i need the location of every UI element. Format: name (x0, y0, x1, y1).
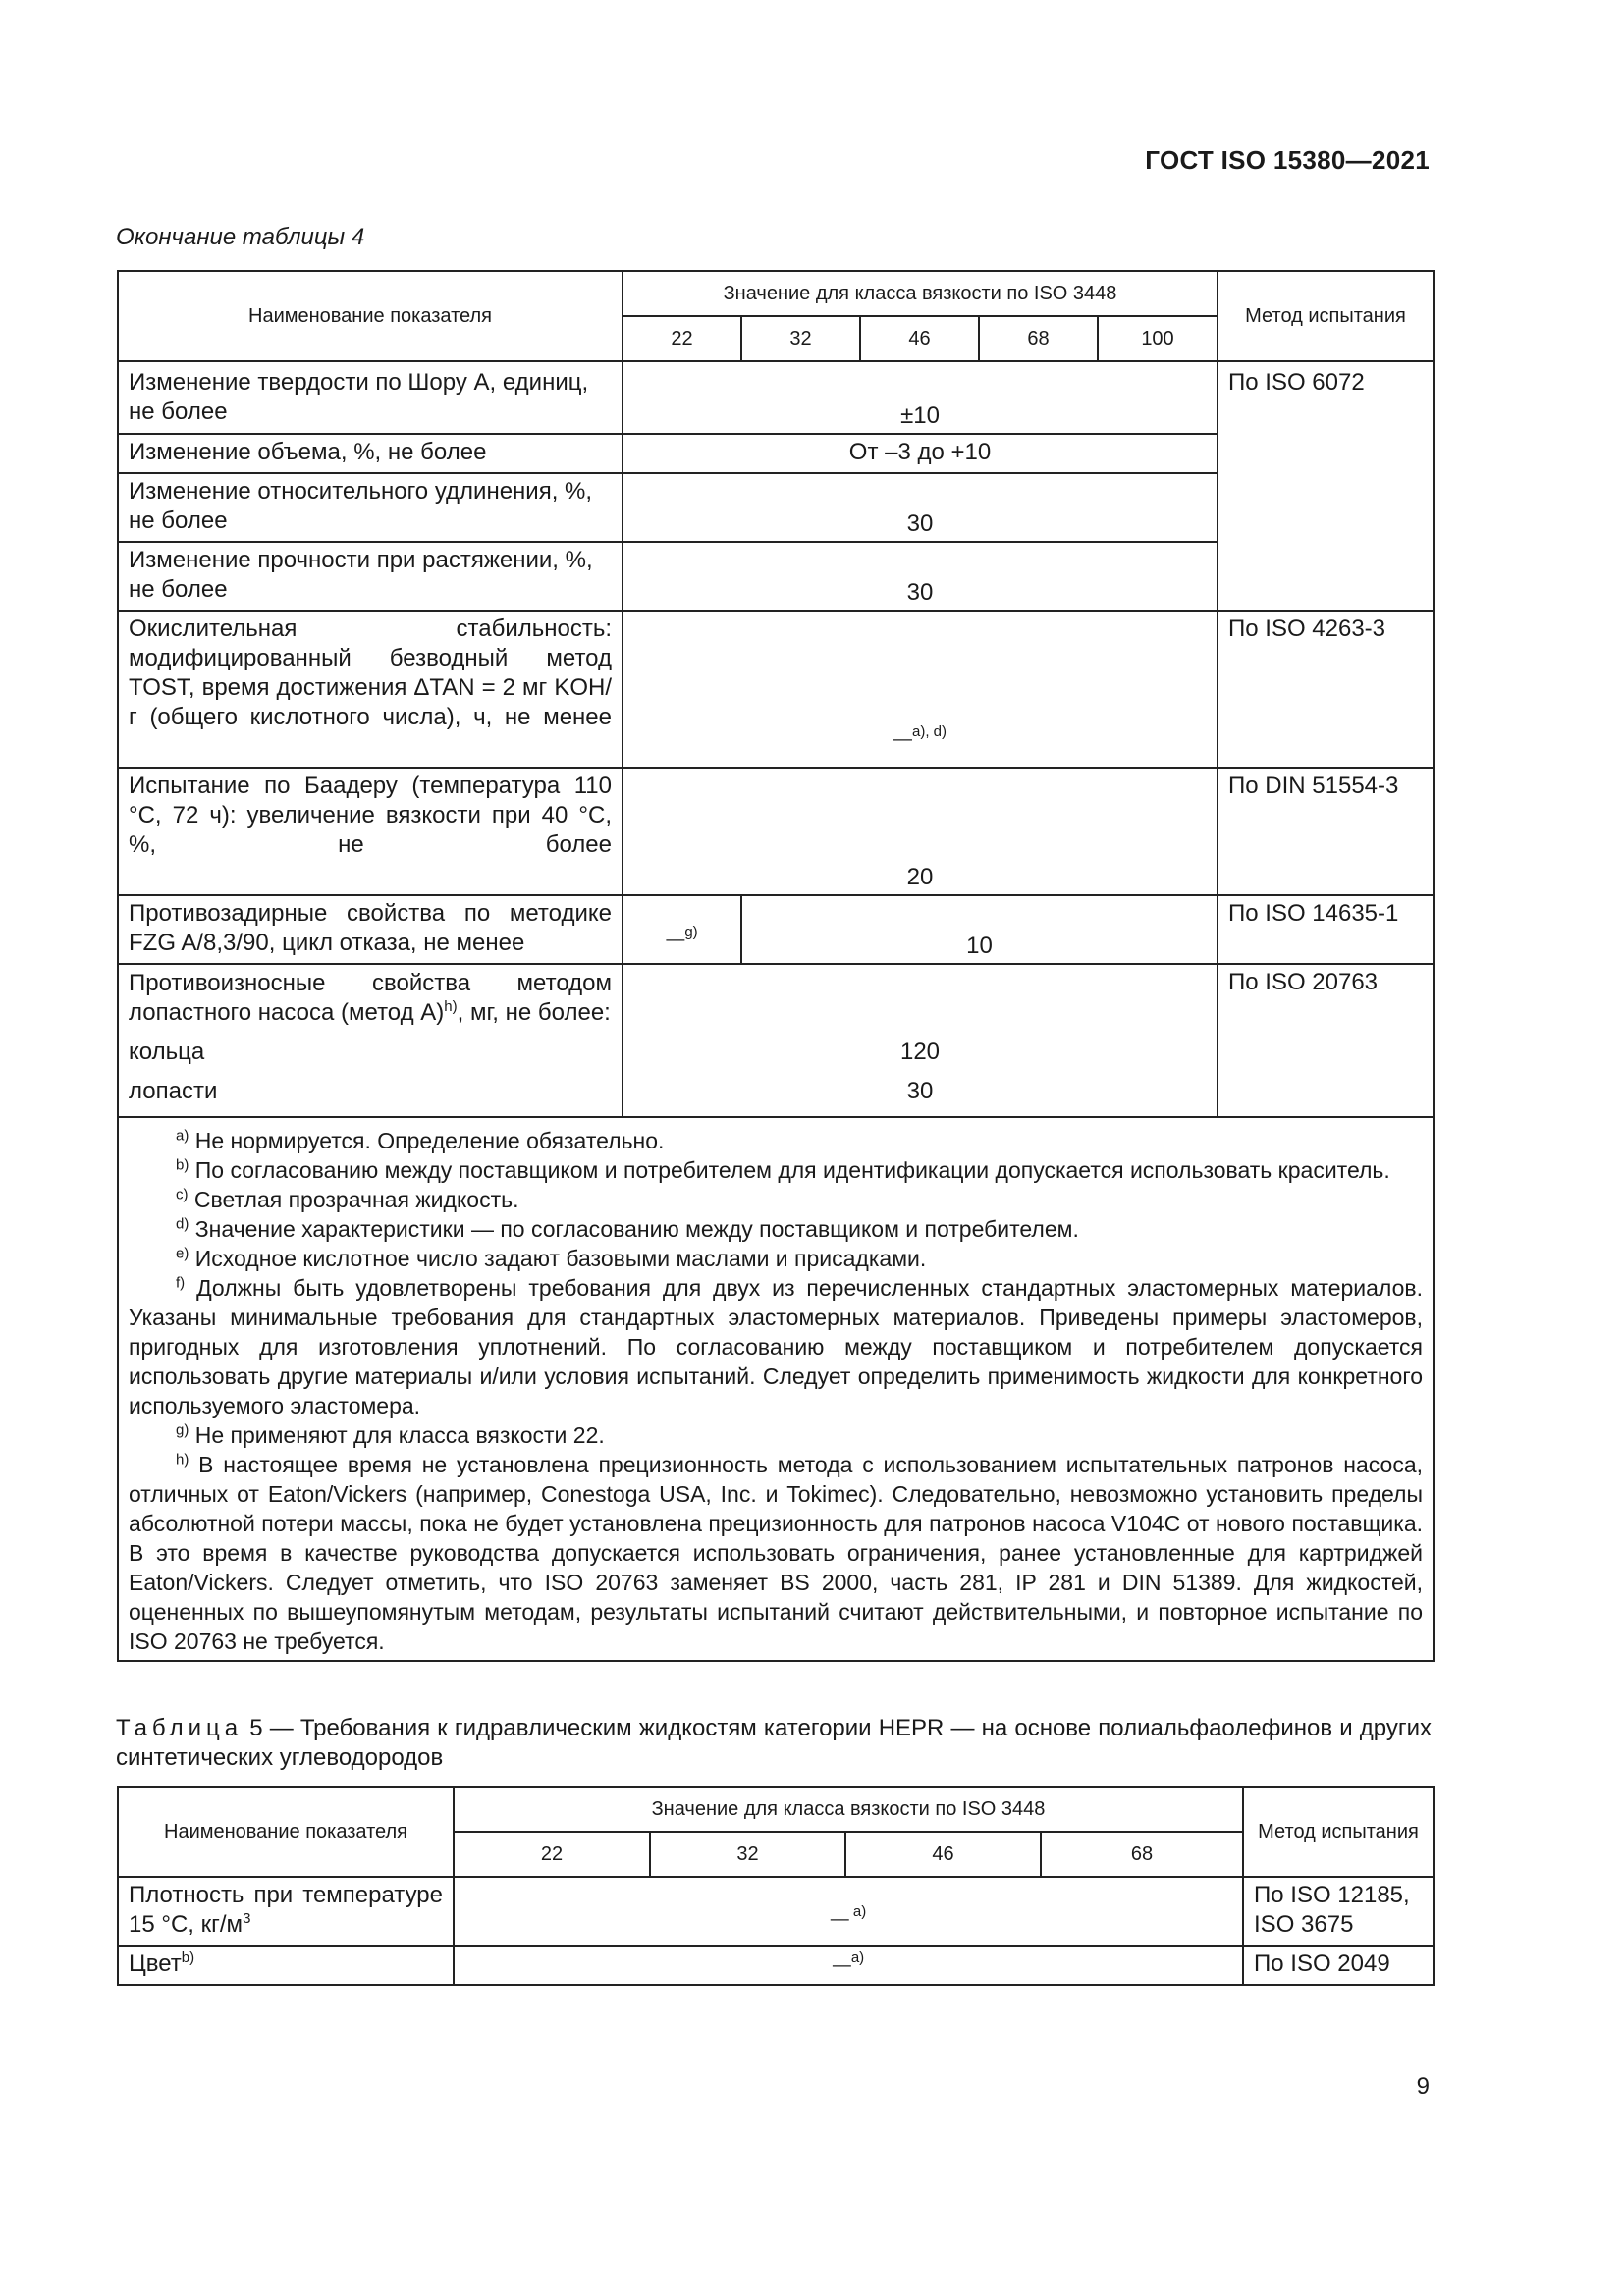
note-item (129, 1450, 1423, 1656)
row-method: По ISO 2049 (1243, 1946, 1434, 1985)
note-item (129, 1214, 1423, 1244)
row-method: По ISO 12185, ISO 3675 (1243, 1877, 1434, 1946)
footnote-mark: b) (176, 1156, 189, 1174)
note-item (129, 1273, 1423, 1420)
footnote-mark: a) (848, 1903, 867, 1920)
table-5-caption-label: Таблица (116, 1715, 244, 1741)
table-row (118, 361, 1434, 434)
note-text: Не нормируется. Определение обязательно. (189, 1128, 665, 1153)
note-text: Исходное кислотное число задают базовыми маслами и присадками. (189, 1246, 927, 1271)
row-name-text: Плотность при температуре 15 °С, кг/м (129, 1882, 443, 1938)
value-dash: — (893, 729, 912, 750)
row-value (454, 1877, 1243, 1946)
footnote-mark: d) (176, 1215, 189, 1233)
class-header: 32 (650, 1832, 845, 1877)
footnote-mark: a), d) (912, 723, 947, 740)
wear-title (129, 969, 612, 1028)
table-row (118, 964, 1434, 1117)
row-name (118, 964, 623, 1117)
note-text: Должны быть удовлетворены требования для двух из перечисленных стандартных эластомерных материалов. Указаны минимальные требования для стандартных эластомерных материалов. Приведены примеры эластомеров, пригодных для изготовления уплотнений. По согласованию между поставщиком и потребителем допускается использовать другие материалы и/или условия испытаний. Следует определить применимость жидкости для конкретного используемого эластомера. (129, 1275, 1424, 1418)
value-dash: — (832, 1955, 851, 1976)
wear-title-tail: , мг, не более: (457, 999, 611, 1026)
row-name: Изменение объема, %, не более (118, 434, 623, 473)
footnote-mark: h) (176, 1451, 189, 1468)
row-value-rest: 10 (741, 895, 1218, 964)
note-item (129, 1244, 1423, 1273)
table-row (118, 895, 1434, 964)
page-number: 9 (1416, 2073, 1430, 2100)
row-name: Изменение твердости по Шору А, единиц, не более (118, 361, 623, 434)
class-header: 100 (1098, 316, 1218, 361)
footnote-mark: h) (444, 998, 458, 1015)
notes-row (118, 1117, 1434, 1661)
class-header: 32 (741, 316, 860, 361)
footnote-mark: g) (684, 924, 698, 940)
wear-vanes-label: лопасти (129, 1078, 218, 1104)
row-value: 30 (623, 473, 1218, 542)
table-row (118, 611, 1434, 768)
footnote-mark: a) (176, 1127, 189, 1145)
table-row (118, 1946, 1434, 1985)
table-5-caption-text: 5 — Требования к гидравлическим жидкостям категории HEPR — на основе полиальфаолефинов и других синтетических углеводородов (116, 1715, 1432, 1771)
column-header-value-group: Значение для класса вязкости по ISO 3448 (454, 1787, 1243, 1832)
document-code: ГОСТ ISO 15380—2021 (1145, 145, 1430, 175)
note-text: В настоящее время не установлена прецизионность метода с использованием испытательных патронов насоса, отличных от Eaton/Vickers (например, Conestoga USA, Inc. и Tokimec). Следовательно, невозможно установить пределы абсолютной потери массы, пока не будет установлена прецизионность для патронов насоса V104C от нового поставщика. В это время в качестве руководства допускается использовать ограничения, ранее установленные для картриджей Eaton/Vickers. Следует отметить, что ISO 20763 заменяет BS 2000, часть 281, IP 281 и DIN 51389. Для жидкостей, оцененных по вышеупомянутым методам, результаты испытаний считают действительными, и повторное испытание по ISO 20763 не требуется. (129, 1452, 1424, 1654)
note-item (129, 1420, 1423, 1450)
footnote-mark: g) (176, 1421, 189, 1439)
row-method: По ISO 20763 (1218, 964, 1434, 1117)
column-header-method: Метод испытания (1218, 271, 1434, 361)
row-method: По DIN 51554-3 (1218, 768, 1434, 895)
footnote-mark: f) (176, 1274, 186, 1292)
class-header: 46 (860, 316, 979, 361)
column-header-value-group: Значение для класса вязкости по ISO 3448 (623, 271, 1218, 316)
row-value (623, 611, 1218, 768)
footnote-mark: e) (176, 1245, 189, 1262)
note-text: По согласованию между поставщиком и потребителем для идентификации допускается использовать краситель. (189, 1157, 1390, 1183)
row-value: 20 (623, 768, 1218, 895)
row-value: 30 (623, 542, 1218, 611)
unit-superscript: 3 (243, 1910, 251, 1927)
class-header: 22 (623, 316, 741, 361)
row-name (118, 1946, 454, 1985)
row-value (623, 964, 1218, 1117)
table-4 (117, 270, 1435, 1662)
row-method: По ISO 14635-1 (1218, 895, 1434, 964)
row-value-22 (623, 895, 741, 964)
wear-rings-label: кольца (129, 1039, 205, 1065)
row-method: По ISO 6072 (1218, 361, 1434, 611)
row-value: ±10 (623, 361, 1218, 434)
note-item (129, 1126, 1423, 1155)
column-header-name: Наименование показателя (118, 1787, 454, 1877)
wear-rings-value: 120 (899, 1039, 941, 1065)
class-header: 46 (845, 1832, 1041, 1877)
table-5 (117, 1786, 1435, 1986)
row-name: Испытание по Баадеру (температура 110 °С, 72 ч): увеличение вязкости при 40 °С, %, не более (118, 768, 623, 895)
wear-title-text: Противоизносные свойства методом лопастного насоса (метод А) (129, 970, 612, 1026)
table-4-caption: Окончание таблицы 4 (116, 224, 365, 250)
value-dash: — (666, 930, 685, 950)
row-method: По ISO 4263-3 (1218, 611, 1434, 768)
row-name: Изменение прочности при растяжении, %, не более (118, 542, 623, 611)
column-header-name: Наименование показателя (118, 271, 623, 361)
row-name-text: Цвет (129, 1950, 182, 1977)
row-name: Окислительная стабильность: модифицированный безводный метод TOST, время достижения ΔTAN = 2 мг KOH/г (общего кислотного числа), ч, не менее (118, 611, 623, 768)
note-text: Значение характеристики — по согласованию между поставщиком и потребителем. (189, 1216, 1079, 1242)
note-item (129, 1155, 1423, 1185)
column-header-method: Метод испытания (1243, 1787, 1434, 1877)
row-name: Противозадирные свойства по методике FZG A/8,3/90, цикл отказа, не менее (118, 895, 623, 964)
wear-vanes-value: 30 (906, 1078, 934, 1104)
table-5-caption (116, 1714, 1432, 1773)
note-item (129, 1185, 1423, 1214)
footnote-mark: c) (176, 1186, 189, 1203)
row-name: Изменение относительного удлинения, %, не более (118, 473, 623, 542)
table-notes (118, 1117, 1434, 1661)
class-header: 22 (454, 1832, 650, 1877)
footnote-mark: b) (181, 1949, 195, 1966)
row-value: От –3 до +10 (623, 434, 1218, 473)
class-header: 68 (979, 316, 1098, 361)
row-name (118, 1877, 454, 1946)
note-text: Не применяют для класса вязкости 22. (189, 1422, 605, 1448)
note-text: Светлая прозрачная жидкость. (188, 1187, 519, 1212)
value-dash: — (830, 1909, 849, 1930)
class-header: 68 (1041, 1832, 1243, 1877)
row-value (454, 1946, 1243, 1985)
table-row (118, 1877, 1434, 1946)
table-row (118, 768, 1434, 895)
footnote-mark: a) (850, 1949, 865, 1966)
